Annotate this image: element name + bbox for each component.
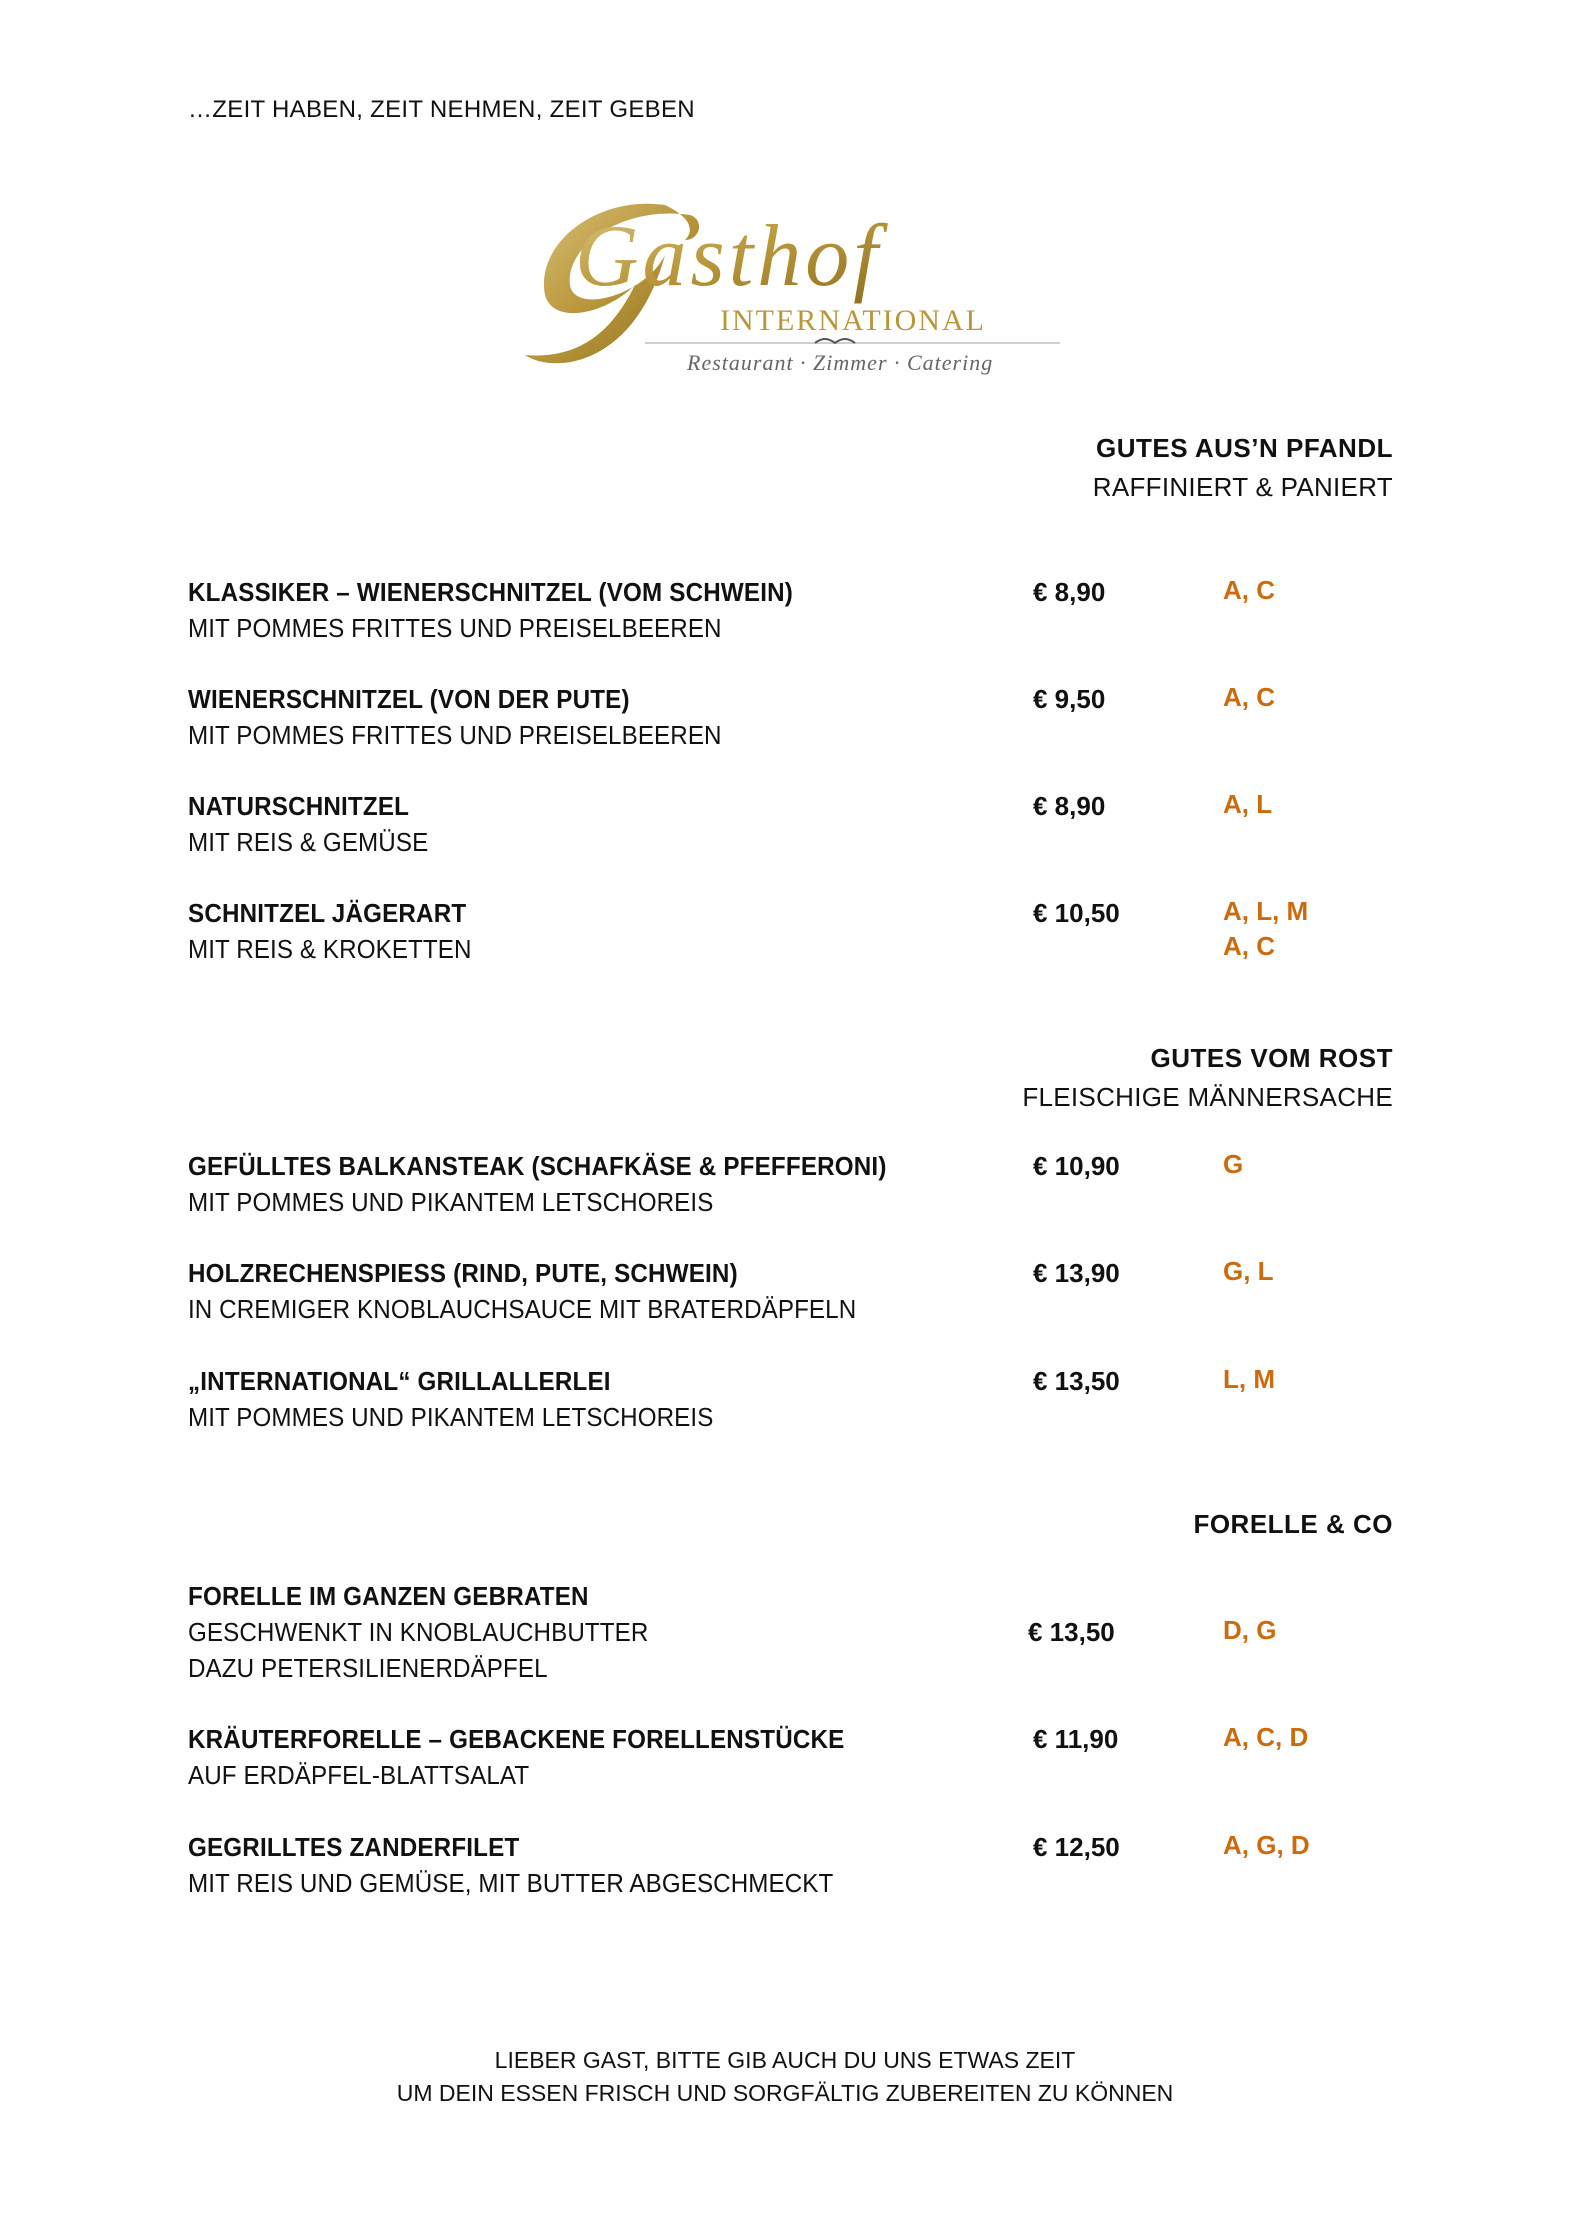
item-allergens: D, G [1223,1615,1277,1645]
logo-title: Gasthof [575,208,882,305]
menu-item [188,1832,1388,1932]
item-allergens: G, L [1223,1256,1274,1286]
item-description: MIT REIS UND GEMÜSE, MIT BUTTER ABGESCHMECKT [188,1868,834,1898]
tagline: …ZEIT HABEN, ZEIT NEHMEN, ZEIT GEBEN [188,96,695,123]
item-allergens: A, C [1223,682,1275,712]
item-description: MIT POMMES FRITTES UND PREISELBEEREN [188,613,722,643]
item-price: € 11,90 [1033,1724,1119,1754]
section-header-forelle [1193,1509,1393,1540]
footer-line-2: UM DEIN ESSEN FRISCH UND SORGFÄLTIG ZUBEREITEN ZU KÖNNEN [396,2080,1174,2106]
item-allergens: A, L [1223,789,1273,819]
item-name: KRÄUTERFORELLE – GEBACKENE FORELLENSTÜCKE [188,1724,845,1754]
menu-item [188,1724,1388,1824]
footer-line-1: LIEBER GAST, BITTE GIB AUCH DU UNS ETWAS ZEIT [494,2047,1076,2073]
menu-item [188,577,1388,677]
logo-graphic [515,185,1075,385]
item-price: € 10,50 [1033,898,1120,928]
item-price: € 13,50 [1028,1617,1115,1647]
item-description: MIT POMMES FRITTES UND PREISELBEEREN [188,720,722,750]
section-header-pfandl [1093,433,1393,503]
item-name: HOLZRECHENSPIESS (RIND, PUTE, SCHWEIN) [188,1258,738,1288]
section-title: FORELLE & CO [1193,1509,1393,1539]
item-price: € 12,50 [1033,1832,1120,1862]
item-name: FORELLE IM GANZEN GEBRATEN [188,1581,589,1611]
item-price: € 8,90 [1033,791,1106,821]
menu-item [188,1151,1388,1251]
section-subtitle: FLEISCHIGE MÄNNERSACHE [1022,1082,1393,1112]
item-allergens: G [1223,1149,1244,1179]
item-name: GEGRILLTES ZANDERFILET [188,1832,520,1862]
menu-item [188,898,1388,998]
item-name: SCHNITZEL JÄGERART [188,898,467,928]
item-price: € 8,90 [1033,577,1106,607]
item-name: „INTERNATIONAL“ GRILLALLERLEI [188,1366,611,1396]
item-allergens: A, C, D [1223,1722,1309,1752]
menu-item [188,791,1388,891]
item-name: KLASSIKER – WIENERSCHNITZEL (VOM SCHWEIN) [188,577,793,607]
item-name: NATURSCHNITZEL [188,791,410,821]
item-allergens: A, L, M [1223,896,1309,926]
section-title: GUTES VOM ROST [1150,1043,1393,1073]
menu-item [188,1581,1388,1711]
item-name: WIENERSCHNITZEL (VON DER PUTE) [188,684,630,714]
item-price: € 13,50 [1033,1366,1120,1396]
menu-item [188,1258,1388,1358]
item-name: GEFÜLLTES BALKANSTEAK (SCHAFKÄSE & PFEFFERONI) [188,1151,887,1181]
section-header-rost [1022,1043,1393,1113]
item-description: GESCHWENKT IN KNOBLAUCHBUTTER [188,1617,649,1647]
item-allergens: L, M [1223,1364,1275,1394]
item-description: AUF ERDÄPFEL-BLATTSALAT [188,1760,530,1790]
item-description: MIT REIS & KROKETTEN [188,934,472,964]
item-price: € 10,90 [1033,1151,1120,1181]
menu-item [188,1366,1388,1466]
item-allergens: A, G, D [1223,1830,1310,1860]
item-price: € 9,50 [1033,684,1106,714]
item-description: MIT POMMES UND PIKANTEM LETSCHOREIS [188,1187,714,1217]
item-description: MIT POMMES UND PIKANTEM LETSCHOREIS [188,1402,714,1432]
item-description: MIT REIS & GEMÜSE [188,827,429,857]
menu-item [188,684,1388,784]
logo-tagline: Restaurant · Zimmer · Catering [687,350,994,375]
item-allergens: A, C [1223,575,1275,605]
logo-subtitle: INTERNATIONAL [720,304,986,337]
item-description-line2: DAZU PETERSILIENERDÄPFEL [188,1653,548,1683]
item-price: € 13,90 [1033,1258,1120,1288]
footer-note [0,2044,1570,2110]
item-description: IN CREMIGER KNOBLAUCHSAUCE MIT BRATERDÄPFELN [188,1294,857,1324]
item-allergens-secondary: A, C [1223,931,1275,961]
section-title: GUTES AUS’N PFANDL [1096,433,1393,463]
logo [515,185,1075,385]
section-subtitle: RAFFINIERT & PANIERT [1092,472,1393,502]
